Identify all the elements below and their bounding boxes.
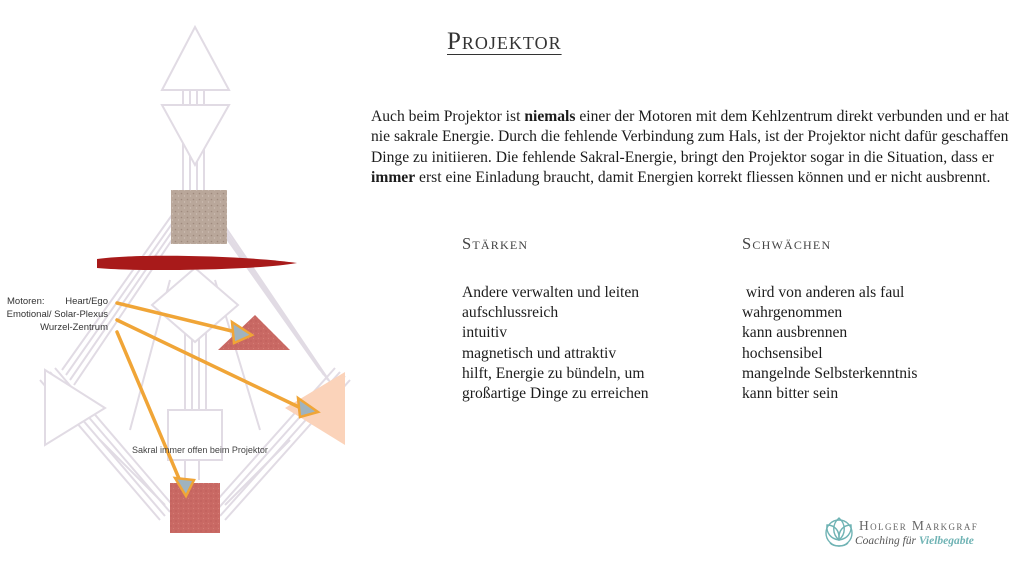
bodygraph-diagram — [0, 0, 400, 576]
intro-emphasis: niemals — [524, 108, 576, 125]
motor-heart-label: Heart/Ego — [65, 296, 108, 307]
weakness-item: wahrgenommen — [742, 304, 843, 322]
strength-item: hilft, Energie zu bündeln, um — [462, 364, 645, 382]
strength-item: intuitiv — [462, 324, 508, 342]
lotus-icon — [824, 516, 854, 550]
weaknesses-heading: Schwächen — [742, 234, 832, 253]
strength-item: großartige Dinge zu erreichen — [462, 385, 649, 403]
weakness-item: kann ausbrennen — [742, 324, 848, 342]
weakness-item: mangelnde Selbsterkenntnis — [742, 364, 918, 382]
strength-item: Andere verwalten und leiten — [462, 284, 640, 301]
spleen-center — [45, 370, 105, 445]
intro-paragraph — [371, 107, 1011, 188]
head-center — [162, 27, 229, 90]
intro-text: einer der Motoren mit dem Kehlzentrum direkt verbunden und er hat nie sakrale Energie. Durch die fehlende Verbindung zum Hals, ist der Projektor nicht dafür geschaffen Dinge zu initiieren. Die fehlende Sakral-Energie, bringt den Projektor sogar in die Situation, dass er — [371, 108, 1009, 166]
weakness-item: kann bitter sein — [742, 385, 839, 403]
motor-solar-label: Emotional/ Solar-Plexus — [6, 309, 108, 320]
heart-center — [218, 315, 290, 350]
slide-title: Projektor — [447, 28, 562, 55]
weakness-item: wird von anderen als faul — [742, 284, 905, 301]
logo-name: Holger Markgraf — [859, 518, 979, 533]
red-brush-stroke — [97, 256, 297, 270]
intro-text: Auch beim Projektor ist — [371, 108, 525, 125]
root-center — [170, 483, 220, 533]
throat-center — [171, 190, 227, 244]
strengths-heading: Stärken — [462, 234, 529, 253]
ajna-center — [162, 105, 229, 165]
sacral-note: Sakral immer offen beim Projektor — [132, 445, 268, 455]
logo-tagline: Coaching für Vielbegabte — [855, 535, 974, 547]
strengths-list — [462, 283, 649, 404]
motor-root-label: Wurzel-Zentrum — [40, 322, 108, 333]
strength-item: magnetisch und attraktiv — [462, 344, 617, 362]
strength-item: aufschlussreich — [462, 304, 559, 322]
brand-logo — [824, 516, 1014, 552]
weaknesses-list — [742, 283, 917, 404]
motors-label: Motoren: — [7, 296, 45, 307]
intro-emphasis: immer — [371, 168, 416, 186]
intro-text: erst eine Einladung braucht, damit Energien korrekt fliessen können und er nicht ausbrennt. — [415, 168, 991, 186]
weakness-item: hochsensibel — [742, 344, 823, 362]
